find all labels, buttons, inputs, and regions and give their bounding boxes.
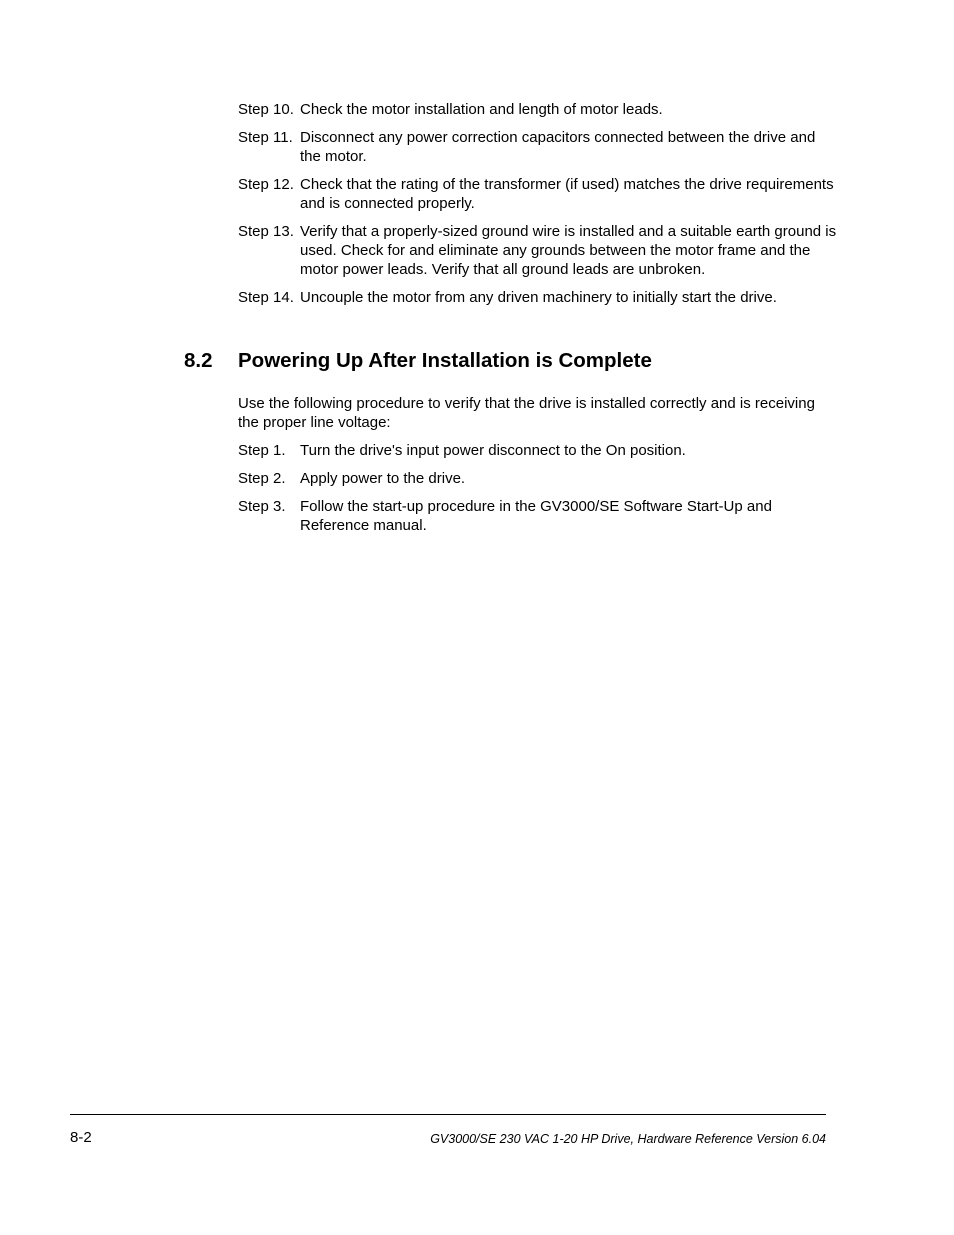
step-text: Check that the rating of the transformer (if used) matches the drive requirements and is connected properly. — [300, 176, 834, 212]
footer-divider — [70, 1114, 826, 1115]
step-text: Turn the drive's input power disconnect to the On position. — [300, 442, 686, 459]
section-intro: Use the following procedure to verify that the drive is installed correctly and is receiving the proper line voltage: — [238, 395, 815, 431]
step-item — [238, 128, 838, 166]
page-number: 8-2 — [70, 1129, 92, 1146]
footer-document-title: GV3000/SE 230 VAC 1-20 HP Drive, Hardware Reference Version 6.04 — [430, 1132, 826, 1146]
section-step-list — [238, 441, 838, 544]
step-text: Apply power to the drive. — [300, 470, 466, 487]
step-item — [238, 100, 838, 119]
section-heading — [184, 348, 652, 374]
step-item — [238, 222, 838, 279]
step-label: Step 3. — [238, 498, 286, 515]
step-label: Step 2. — [238, 470, 286, 487]
step-text: Uncouple the motor from any driven machinery to initially start the drive. — [300, 289, 777, 306]
step-label: Step 11. — [238, 129, 293, 146]
step-text: Disconnect any power correction capacitors connected between the drive and the motor. — [300, 129, 816, 165]
section-number: 8.2 — [184, 349, 213, 372]
step-item — [238, 288, 838, 307]
step-text: Check the motor installation and length of motor leads. — [300, 101, 663, 118]
step-item — [238, 175, 838, 213]
step-label: Step 10. — [238, 101, 294, 118]
section-title: Powering Up After Installation is Complete — [238, 349, 652, 372]
step-text: Follow the start-up procedure in the GV3000/SE Software Start-Up and Reference manual. — [300, 498, 772, 534]
step-label: Step 1. — [238, 442, 286, 459]
step-item — [238, 497, 838, 535]
step-text: Verify that a properly-sized ground wire is installed and a suitable earth ground is used. Check for and eliminate any grounds between the motor frame and the motor power leads. Verify that all ground leads are unbroken. — [300, 223, 837, 278]
step-label: Step 12. — [238, 176, 294, 193]
step-label: Step 13. — [238, 223, 294, 240]
top-step-list — [238, 100, 838, 316]
step-label: Step 14. — [238, 289, 294, 306]
step-item — [238, 469, 838, 488]
step-item — [238, 441, 838, 460]
